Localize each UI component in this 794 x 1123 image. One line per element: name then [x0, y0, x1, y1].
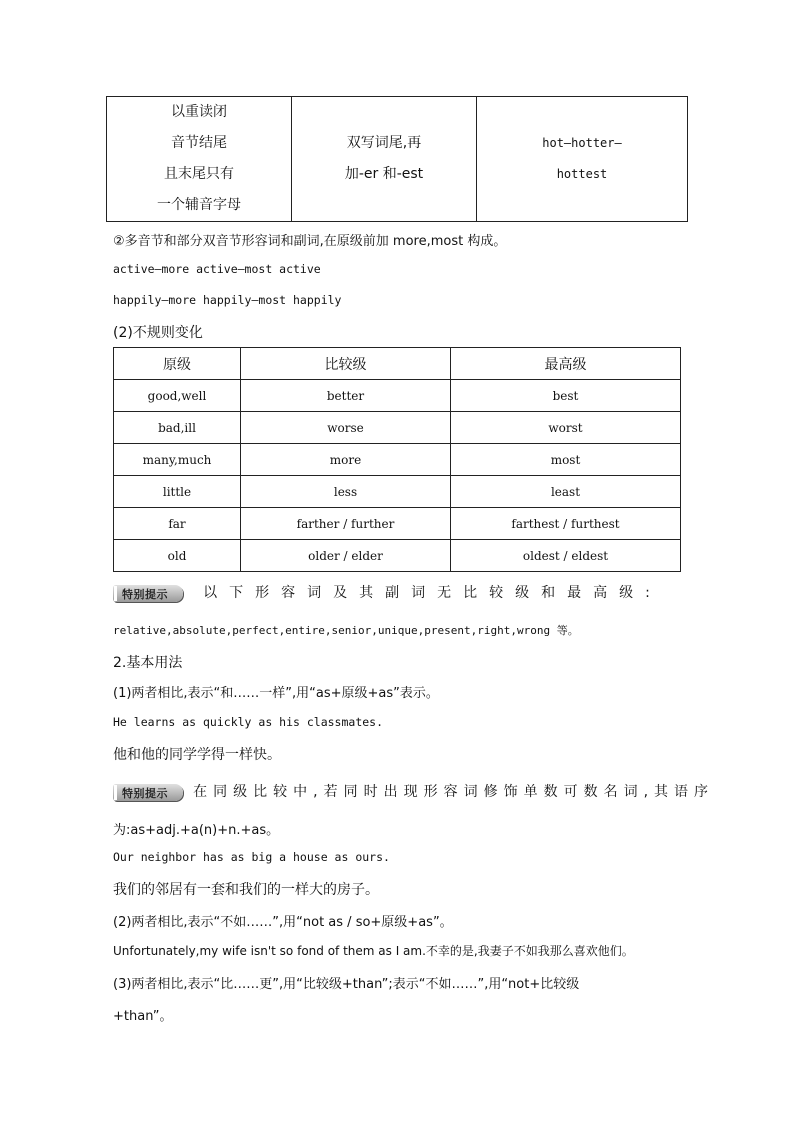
table-row — [114, 412, 681, 444]
table-row — [114, 380, 681, 412]
cell-comparative: farther / further — [241, 508, 451, 540]
condition-line: 一个辅音字母 — [157, 197, 241, 213]
tip-example-cn: 我们的邻居有一套和我们的一样大的房子。 — [113, 882, 379, 898]
tip-word-list: relative,absolute,perfect,entire,senior,unique,present,right,wrong 等。 — [113, 624, 579, 637]
irregular-table — [113, 347, 681, 572]
method-line: 加-er 和-est — [344, 166, 424, 182]
condition-line: 且末尾只有 — [164, 166, 234, 182]
cell-positive: many,much — [114, 444, 241, 476]
example-line: hottest — [556, 167, 608, 181]
tip-badge — [113, 784, 185, 801]
tip-word-order-formula: 为:as+adj.+a(n)+n.+as。 — [113, 823, 280, 838]
header-comparative: 比较级 — [241, 348, 451, 380]
irregular-heading: (2)不规则变化 — [113, 325, 203, 341]
table-row — [114, 476, 681, 508]
example-active: active—more active—most active — [113, 262, 321, 276]
cell-positive: good,well — [114, 380, 241, 412]
cell-superlative: oldest / eldest — [451, 540, 681, 572]
cell-comparative: worse — [241, 412, 451, 444]
table-row — [114, 508, 681, 540]
cell-comparative: older / elder — [241, 540, 451, 572]
tip-badge — [113, 585, 185, 602]
usage-than-cont: +than”。 — [113, 1009, 173, 1024]
tip-no-comparison — [113, 582, 662, 602]
cell-superlative: farthest / furthest — [451, 508, 681, 540]
tip-badge-label: 特别提示 — [122, 588, 168, 601]
usage-than: (3)两者相比,表示“比……更”,用“比较级+than”;表示“不如……”,用“not+比较级 — [113, 977, 580, 992]
tip-text: 在同级比较中,若同时出现形容词修饰单数可数名词,其语序 — [193, 784, 715, 800]
example-cell — [477, 97, 688, 222]
rule-multisyllable: ②多音节和部分双音节形容词和副词,在原级前加 more,most 构成。 — [113, 234, 507, 249]
cell-positive: little — [114, 476, 241, 508]
usage-not-as-example: Unfortunately,my wife isn't so fond of them as I am.不幸的是,我妻子不如我那么喜欢他们。 — [113, 944, 634, 958]
condition-line: 音节结尾 — [171, 135, 227, 151]
table-row — [114, 444, 681, 476]
method-cell — [292, 97, 477, 222]
tip-word-order — [113, 781, 714, 801]
example-happily: happily—more happily—most happily — [113, 293, 342, 307]
cell-positive: bad,ill — [114, 412, 241, 444]
example-line: hot—hotter— — [542, 136, 622, 150]
cell-superlative: least — [451, 476, 681, 508]
table-row — [107, 97, 688, 222]
tip-badge-label: 特别提示 — [122, 787, 168, 800]
table-row — [114, 540, 681, 572]
cell-comparative: better — [241, 380, 451, 412]
cell-positive: old — [114, 540, 241, 572]
usage-not-as: (2)两者相比,表示“不如……”,用“not as / so+原级+as”。 — [113, 915, 453, 930]
cell-positive: far — [114, 508, 241, 540]
table-header-row — [114, 348, 681, 380]
method-line: 双写词尾,再 — [346, 135, 422, 151]
cell-superlative: best — [451, 380, 681, 412]
cell-superlative: worst — [451, 412, 681, 444]
section-basic-usage: 2.基本用法 — [113, 655, 183, 671]
usage-equal-example-en: He learns as quickly as his classmates. — [113, 715, 384, 729]
condition-line: 以重读闭 — [171, 104, 227, 120]
rules-table — [106, 96, 688, 222]
usage-equal-example-cn: 他和他的同学学得一样快。 — [113, 747, 281, 763]
cell-comparative: more — [241, 444, 451, 476]
usage-equal-comparison: (1)两者相比,表示“和……一样”,用“as+原级+as”表示。 — [113, 686, 439, 701]
tip-example-en: Our neighbor has as big a house as ours. — [113, 850, 390, 864]
header-superlative: 最高级 — [451, 348, 681, 380]
tip-text: 以下形容词及其副词无比较级和最高级: — [203, 585, 662, 601]
header-positive: 原级 — [114, 348, 241, 380]
cell-superlative: most — [451, 444, 681, 476]
condition-cell — [107, 97, 292, 222]
cell-comparative: less — [241, 476, 451, 508]
